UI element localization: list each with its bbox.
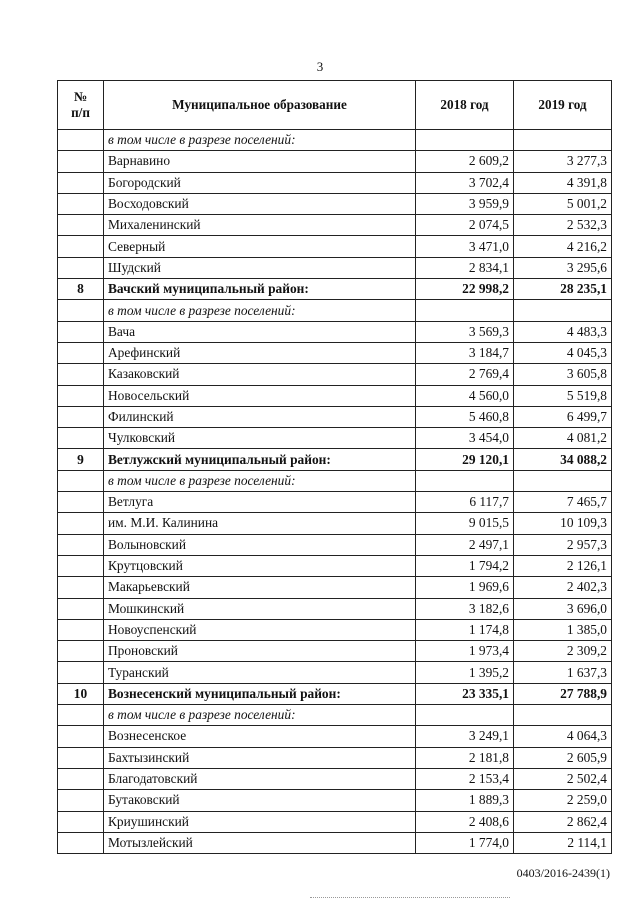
page-number: 3 <box>316 59 324 74</box>
row-number-cell <box>58 300 104 321</box>
value-2019-cell: 4 081,2 <box>514 428 612 449</box>
value-2019-cell: 2 402,3 <box>514 577 612 598</box>
header-name: Муниципальное образование <box>104 81 416 130</box>
header-2018: 2018 год <box>416 81 514 130</box>
table-header-row <box>58 81 612 130</box>
subheading-row <box>58 300 612 321</box>
row-name-cell: Чулковский <box>104 428 416 449</box>
bottom-edge-marks <box>310 897 510 900</box>
value-2018-cell: 3 182,6 <box>416 598 514 619</box>
value-2019-cell: 2 957,3 <box>514 534 612 555</box>
value-2019-cell: 2 502,4 <box>514 768 612 789</box>
value-2018-cell: 29 120,1 <box>416 449 514 470</box>
row-name-cell: Шудский <box>104 257 416 278</box>
row-number-cell <box>58 747 104 768</box>
table-row <box>58 747 612 768</box>
table-row <box>58 321 612 342</box>
row-number-cell <box>58 492 104 513</box>
subheading-row <box>58 130 612 151</box>
row-name-cell: им. М.И. Калинина <box>104 513 416 534</box>
value-2019-cell: 3 605,8 <box>514 364 612 385</box>
row-number-cell <box>58 641 104 662</box>
row-number-cell: 9 <box>58 449 104 470</box>
row-name-cell: Вачский муниципальный район: <box>104 279 416 300</box>
value-2018-cell: 2 408,6 <box>416 811 514 832</box>
value-2019-cell <box>514 300 612 321</box>
row-number-cell: 10 <box>58 683 104 704</box>
value-2018-cell: 3 454,0 <box>416 428 514 449</box>
value-2018-cell: 1 889,3 <box>416 790 514 811</box>
value-2018-cell: 1 969,6 <box>416 577 514 598</box>
row-number-cell <box>58 172 104 193</box>
row-name-cell: Арефинский <box>104 342 416 363</box>
table-row <box>58 236 612 257</box>
row-name-cell: Макарьевский <box>104 577 416 598</box>
value-2019-cell: 6 499,7 <box>514 406 612 427</box>
value-2018-cell: 2 074,5 <box>416 215 514 236</box>
table-row <box>58 385 612 406</box>
row-number-cell <box>58 470 104 491</box>
row-name-cell: Вача <box>104 321 416 342</box>
value-2019-cell: 28 235,1 <box>514 279 612 300</box>
table-row <box>58 534 612 555</box>
table-row <box>58 641 612 662</box>
value-2018-cell: 1 973,4 <box>416 641 514 662</box>
value-2019-cell: 4 216,2 <box>514 236 612 257</box>
row-number-cell <box>58 215 104 236</box>
value-2019-cell: 2 309,2 <box>514 641 612 662</box>
table-row <box>58 555 612 576</box>
value-2019-cell: 2 862,4 <box>514 811 612 832</box>
row-name-cell: Ветлужский муниципальный район: <box>104 449 416 470</box>
value-2018-cell: 9 015,5 <box>416 513 514 534</box>
row-name-cell: Бахтызинский <box>104 747 416 768</box>
row-number-cell <box>58 811 104 832</box>
table-row <box>58 193 612 214</box>
subheading-row <box>58 470 612 491</box>
value-2018-cell: 1 395,2 <box>416 662 514 683</box>
value-2019-cell: 4 483,3 <box>514 321 612 342</box>
row-number-cell <box>58 577 104 598</box>
row-number-cell <box>58 726 104 747</box>
table-row <box>58 577 612 598</box>
value-2019-cell: 1 637,3 <box>514 662 612 683</box>
row-number-cell <box>58 364 104 385</box>
value-2019-cell: 2 126,1 <box>514 555 612 576</box>
row-number-cell <box>58 321 104 342</box>
value-2018-cell: 6 117,7 <box>416 492 514 513</box>
document-code: 0403/2016-2439(1) <box>516 866 610 880</box>
table-row <box>58 151 612 172</box>
header-2019: 2019 год <box>514 81 612 130</box>
table-row <box>58 832 612 853</box>
value-2019-cell: 2 114,1 <box>514 832 612 853</box>
row-number-cell <box>58 151 104 172</box>
row-name-cell: Туранский <box>104 662 416 683</box>
row-number-cell <box>58 768 104 789</box>
value-2019-cell: 10 109,3 <box>514 513 612 534</box>
table-row <box>58 406 612 427</box>
row-name-cell: Новоуспенский <box>104 619 416 640</box>
district-row <box>58 279 612 300</box>
value-2019-cell: 3 277,3 <box>514 151 612 172</box>
header-num: № п/п <box>58 81 104 130</box>
table-row <box>58 768 612 789</box>
row-name-cell: Новосельский <box>104 385 416 406</box>
row-number-cell <box>58 662 104 683</box>
row-number-cell <box>58 342 104 363</box>
value-2019-cell: 4 391,8 <box>514 172 612 193</box>
row-name-cell: Проновский <box>104 641 416 662</box>
row-number-cell <box>58 619 104 640</box>
value-2018-cell: 3 702,4 <box>416 172 514 193</box>
row-name-cell: Мошкинский <box>104 598 416 619</box>
row-name-cell: в том числе в разрезе поселений: <box>104 130 416 151</box>
row-number-cell <box>58 555 104 576</box>
value-2019-cell: 4 045,3 <box>514 342 612 363</box>
table-row <box>58 811 612 832</box>
row-name-cell: Михаленинский <box>104 215 416 236</box>
value-2019-cell: 2 532,3 <box>514 215 612 236</box>
value-2018-cell <box>416 705 514 726</box>
value-2019-cell: 2 259,0 <box>514 790 612 811</box>
value-2018-cell: 1 174,8 <box>416 619 514 640</box>
row-number-cell: 8 <box>58 279 104 300</box>
table-row <box>58 492 612 513</box>
row-number-cell <box>58 705 104 726</box>
row-name-cell: в том числе в разрезе поселений: <box>104 705 416 726</box>
value-2019-cell: 4 064,3 <box>514 726 612 747</box>
row-number-cell <box>58 790 104 811</box>
budget-table <box>57 80 612 854</box>
table-row <box>58 428 612 449</box>
value-2019-cell: 3 295,6 <box>514 257 612 278</box>
value-2019-cell <box>514 470 612 491</box>
value-2018-cell: 1 794,2 <box>416 555 514 576</box>
row-name-cell: Мотызлейский <box>104 832 416 853</box>
table-row <box>58 726 612 747</box>
table-row <box>58 662 612 683</box>
value-2018-cell: 2 181,8 <box>416 747 514 768</box>
row-number-cell <box>58 257 104 278</box>
row-name-cell: Казаковский <box>104 364 416 385</box>
row-name-cell: Криушинский <box>104 811 416 832</box>
value-2018-cell: 3 569,3 <box>416 321 514 342</box>
table-row <box>58 342 612 363</box>
row-name-cell: Ветлуга <box>104 492 416 513</box>
table-row <box>58 257 612 278</box>
row-name-cell: Северный <box>104 236 416 257</box>
row-name-cell: Крутцовский <box>104 555 416 576</box>
row-name-cell: Бутаковский <box>104 790 416 811</box>
value-2019-cell: 1 385,0 <box>514 619 612 640</box>
value-2018-cell: 1 774,0 <box>416 832 514 853</box>
value-2018-cell: 23 335,1 <box>416 683 514 704</box>
row-name-cell: Вознесенское <box>104 726 416 747</box>
row-number-cell <box>58 236 104 257</box>
table-row <box>58 790 612 811</box>
row-number-cell <box>58 130 104 151</box>
table-row <box>58 598 612 619</box>
row-number-cell <box>58 832 104 853</box>
table-row <box>58 172 612 193</box>
row-name-cell: в том числе в разрезе поселений: <box>104 470 416 491</box>
value-2018-cell: 3 249,1 <box>416 726 514 747</box>
value-2018-cell: 4 560,0 <box>416 385 514 406</box>
row-number-cell <box>58 385 104 406</box>
value-2019-cell: 34 088,2 <box>514 449 612 470</box>
subheading-row <box>58 705 612 726</box>
value-2018-cell: 2 609,2 <box>416 151 514 172</box>
value-2019-cell: 7 465,7 <box>514 492 612 513</box>
row-number-cell <box>58 598 104 619</box>
row-name-cell: Волыновский <box>104 534 416 555</box>
row-name-cell: Вознесенский муниципальный район: <box>104 683 416 704</box>
row-name-cell: Филинский <box>104 406 416 427</box>
row-number-cell <box>58 428 104 449</box>
district-row <box>58 683 612 704</box>
value-2018-cell: 3 184,7 <box>416 342 514 363</box>
value-2019-cell <box>514 130 612 151</box>
value-2019-cell <box>514 705 612 726</box>
value-2018-cell <box>416 130 514 151</box>
value-2018-cell: 2 153,4 <box>416 768 514 789</box>
row-number-cell <box>58 193 104 214</box>
district-row <box>58 449 612 470</box>
value-2018-cell: 3 471,0 <box>416 236 514 257</box>
table-body <box>58 130 612 854</box>
row-name-cell: Восходовский <box>104 193 416 214</box>
row-name-cell: Варнавино <box>104 151 416 172</box>
value-2019-cell: 2 605,9 <box>514 747 612 768</box>
value-2018-cell: 5 460,8 <box>416 406 514 427</box>
value-2018-cell <box>416 300 514 321</box>
table-row <box>58 619 612 640</box>
value-2018-cell: 3 959,9 <box>416 193 514 214</box>
value-2018-cell: 2 769,4 <box>416 364 514 385</box>
row-name-cell: Благодатовский <box>104 768 416 789</box>
table-row <box>58 513 612 534</box>
row-number-cell <box>58 406 104 427</box>
row-number-cell <box>58 534 104 555</box>
value-2018-cell: 2 497,1 <box>416 534 514 555</box>
row-name-cell: в том числе в разрезе поселений: <box>104 300 416 321</box>
value-2018-cell: 22 998,2 <box>416 279 514 300</box>
row-number-cell <box>58 513 104 534</box>
value-2018-cell <box>416 470 514 491</box>
value-2019-cell: 27 788,9 <box>514 683 612 704</box>
value-2019-cell: 5 519,8 <box>514 385 612 406</box>
value-2019-cell: 3 696,0 <box>514 598 612 619</box>
value-2018-cell: 2 834,1 <box>416 257 514 278</box>
table-row <box>58 215 612 236</box>
value-2019-cell: 5 001,2 <box>514 193 612 214</box>
row-name-cell: Богородский <box>104 172 416 193</box>
table-row <box>58 364 612 385</box>
